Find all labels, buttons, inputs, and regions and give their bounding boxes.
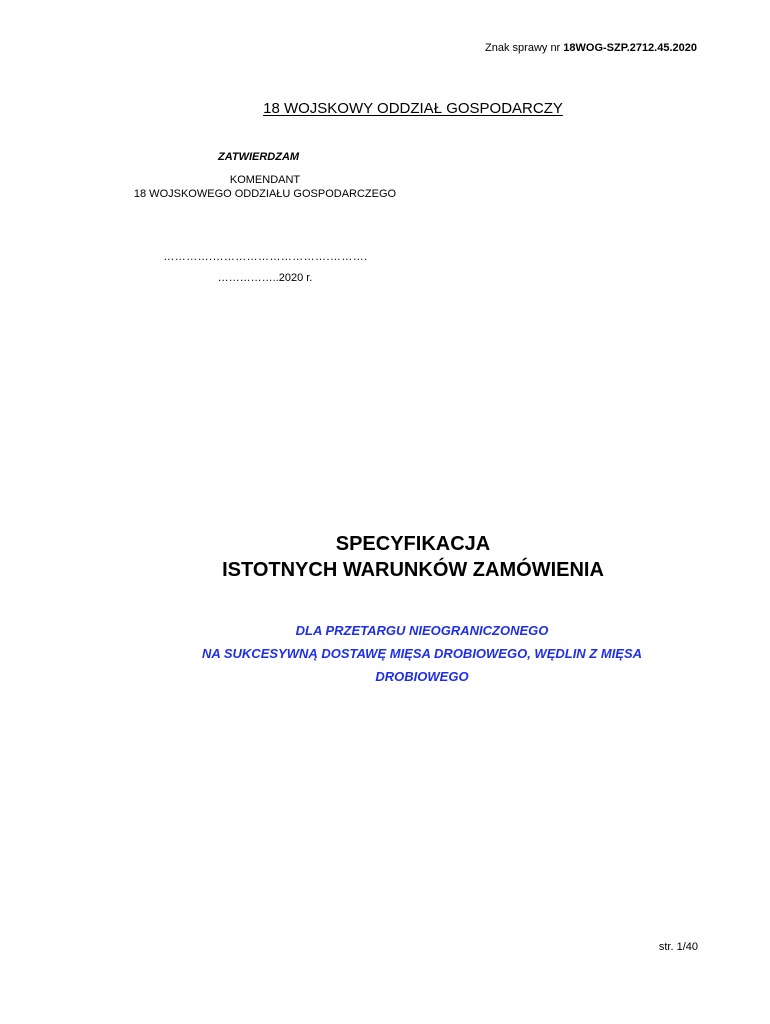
case-reference — [485, 42, 697, 54]
document-title — [0, 531, 770, 583]
document-title-line-1: SPECYFIKACJA — [335, 533, 491, 555]
document-subtitle-line-2: NA SUKCESYWNĄ DOSTAWĘ MIĘSA DROBIOWEGO, WĘDLIN Z MIĘSA — [201, 646, 643, 661]
approver-block — [110, 173, 420, 201]
approval-heading: ZATWIERDZAM — [218, 151, 300, 163]
document-subtitle-line-3: DROBIOWEGO — [375, 669, 469, 684]
page-number: str. 1/40 — [658, 941, 698, 953]
approver-unit: 18 WOJSKOWEGO ODDZIAŁU GOSPODARCZEGO — [133, 188, 397, 200]
case-reference-label: Znak sprawy nr — [485, 42, 564, 54]
case-number: 18WOG-SZP.2712.45.2020 — [563, 42, 697, 54]
signature-line: ………….………………………….………. — [163, 251, 368, 263]
document-title-line-2: ISTOTNYCH WARUNKÓW ZAMÓWIENIA — [222, 559, 604, 581]
document-subtitle-line-1: DLA PRZETARGU NIEOGRANICZONEGO — [295, 623, 549, 638]
approver-role: KOMENDANT — [229, 174, 301, 186]
date-line: ……………..2020 r. — [217, 272, 313, 284]
document-subtitle — [90, 619, 754, 688]
organization-name: 18 WOJSKOWY ODDZIAŁ GOSPODARCZY — [263, 100, 563, 117]
